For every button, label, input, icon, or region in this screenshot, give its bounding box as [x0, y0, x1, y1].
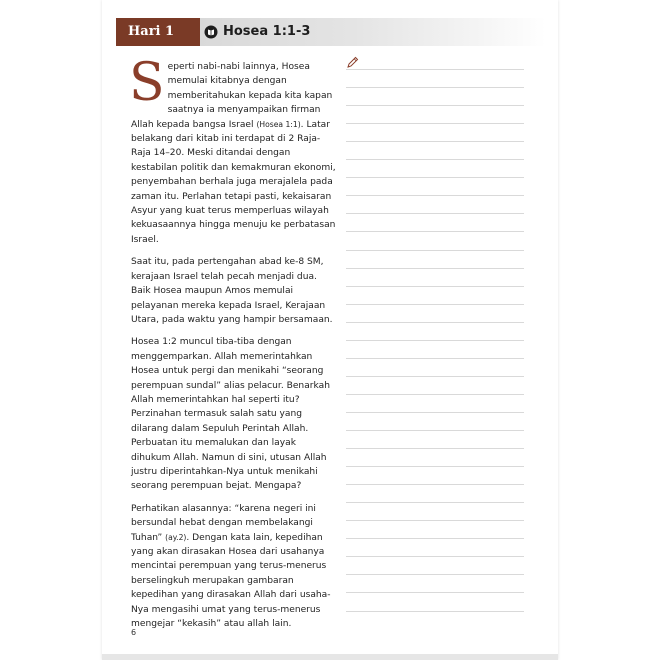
paragraph-4: Perhatikan alasannya: “karena negeri ini bersundal hebat dengan membelakangi Tuhan” (ay.2). Dengan kata lain, kepedihan yang akan dirasakan Hosea dari usahanya mencintai perempuan yang terus-menerus berselingkuh merupakan gambaran kepedihan yang dirasakan Allah dari usaha-Nya mengasihi umat yang terus-menerus mengejar “kekasih” atau allah lain.	[131, 503, 331, 630]
note-line	[346, 376, 524, 377]
note-line	[346, 412, 524, 413]
note-line	[346, 358, 524, 359]
note-line	[346, 484, 524, 485]
note-line	[346, 556, 524, 557]
note-line	[346, 177, 524, 178]
note-line	[346, 268, 524, 269]
note-line	[346, 538, 524, 539]
note-line	[346, 340, 524, 341]
note-line	[346, 322, 524, 323]
note-line	[346, 141, 524, 142]
paragraph-2: Saat itu, pada pertengahan abad ke-8 SM, kerajaan Israel telah pecah menjadi dua. Baik Hosea maupun Amos memulai pelayanan mereka kepada Israel, Kerajaan Utara, pada waktu yang hampir bersamaan.	[131, 257, 333, 325]
note-line	[346, 159, 524, 160]
notes-area[interactable]	[346, 56, 524, 626]
note-line	[346, 123, 524, 124]
note-line	[346, 250, 524, 251]
note-line	[346, 466, 524, 467]
note-line	[346, 105, 524, 106]
article-body	[129, 53, 336, 639]
note-line	[346, 195, 524, 196]
drop-cap: S	[129, 53, 165, 113]
note-line	[346, 574, 524, 575]
note-line	[346, 286, 524, 287]
note-line	[346, 304, 524, 305]
note-line	[346, 394, 524, 395]
day-label: Hari 1	[116, 18, 200, 46]
page-edge	[102, 654, 558, 660]
note-line	[346, 430, 524, 431]
note-line	[346, 69, 524, 70]
paragraph-1: Seperti nabi-nabi lainnya, Hosea memulai kitabnya dengan memberitahukan kepada kita kapan saatnya ia menyampaikan firman Allah kepada bangsa Israel (Hosea 1:1). Latar belakang dari kitab ini terdapat di 2 Raja-Raja 14–20. Meski ditandai dengan kestabilan politik dan kemakmuran ekonomi, penyembahan berhala juga merajalela pada zaman itu. Perlahan tetapi pasti, kekaisaran Asyur yang kuat terus memperluas wilayah kekuasaannya hingga menuju ke perbatasan Israel.	[129, 53, 336, 245]
note-line	[346, 213, 524, 214]
note-line	[346, 520, 524, 521]
note-line	[346, 448, 524, 449]
page-number: 6	[131, 628, 137, 637]
paragraph-3: Hosea 1:2 muncul tiba-tiba dengan menggemparkan. Allah memerintahkan Hosea untuk pergi dan menikahi “seorang perempuan sundal” alias pelacur. Benarkah Allah memerintahkan hal seperti itu? Perzinahan termasuk salah satu yang dilarang dalam Sepuluh Perintah Allah. Perbuatan itu memalukan dan layak dihukum Allah. Namun di sini, utusan Allah justru diperintahkan-Nya untuk menikahi seorang perempuan bejat. Mengapa?	[131, 337, 330, 492]
note-line	[346, 231, 524, 232]
bible-reference-icon	[204, 25, 218, 39]
note-line	[346, 592, 524, 593]
note-line	[346, 87, 524, 88]
note-line	[346, 611, 524, 612]
passage-title: Hosea 1:1-3	[223, 24, 311, 39]
note-line	[346, 502, 524, 503]
